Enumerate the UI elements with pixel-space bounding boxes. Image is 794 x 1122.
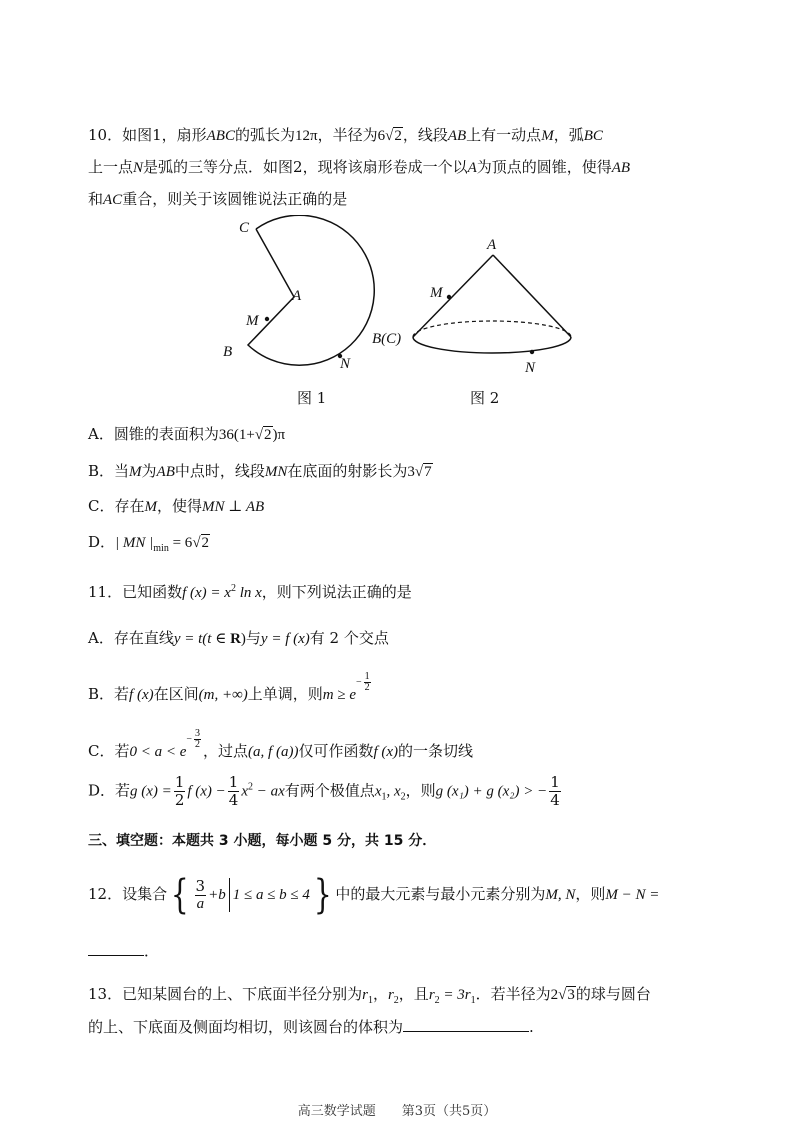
base-back-arc xyxy=(413,321,571,337)
section-3-heading: 三、填空题：本题共 3 小题，每小题 5 分，共 15 分． xyxy=(88,833,437,849)
q10-option-a: A．圆锥的表面积为36(1+√2)π xyxy=(88,425,286,443)
label-a: A xyxy=(487,237,497,253)
q13-line1: 13．已知某圆台的上、下底面半径分别为$r_1$，$r_2$，且$r_2 = 3r_1$．若半径为2√3的球与圆台 xyxy=(88,985,651,1006)
point-m xyxy=(447,295,451,299)
q11-option-d: D．若g (x) = $\frac{1}{2}$ f (x) − $\frac{1}{4}$ $x^2$ − ax有两个极值点$x_1$, $x_2$，则g (x₁) + g (x₂) > − $\frac{1}{4}$ xyxy=(88,773,560,809)
q10-line1: 10．如图1，扇形ABC的弧长为12π，半径为6√2，线段AB上有一动点M，弧BC xyxy=(88,126,603,144)
cone-left-edge xyxy=(413,255,493,337)
figure-1-sector xyxy=(215,215,395,380)
q11-option-a: A．存在直线y = t(t ∈ R)与y = f (x)有 2 个交点 xyxy=(88,629,389,647)
label-c: C xyxy=(239,220,250,236)
q11-stem: 11．已知函数f $(x) = x^2$ ln x，则下列说法正确的是 xyxy=(88,583,412,601)
label-n: N xyxy=(340,356,351,372)
q13-line2: 的上、下底面及侧面均相切，则该圆台的体积为 . xyxy=(88,1018,534,1036)
q12: 12．设集合{ $\frac{3}{a}$ +b 1 ≤ a ≤ b ≤ 4} 中的最大元素与最小元素分别为M, N，则M − N = xyxy=(88,872,660,918)
point-m xyxy=(265,317,269,321)
q10-line2: 上一点N是弧的三等分点．如图2，现将该扇形卷成一个以A为顶点的圆锥，使得AB xyxy=(88,158,631,176)
base-front-arc xyxy=(413,337,571,353)
figure-2-caption: 图 2 xyxy=(470,389,500,407)
q10-option-b: B．当M为AB中点时，线段MN在底面的射影长为3√7 xyxy=(88,462,432,480)
label-m: M xyxy=(430,285,443,301)
label-a: A xyxy=(292,288,302,304)
q11-option-c: C．若0 < a < e− $\frac{3}{2}$ ，过点(a, f (a))仅可作函数f (x)的一条切线 xyxy=(88,728,474,760)
sector-outline xyxy=(248,215,374,365)
q10-option-c: C．存在M，使得MN ⊥ AB xyxy=(88,497,265,515)
figure-1-caption: 图 1 xyxy=(297,389,327,407)
page-footer: 高三数学试题 第3页（共5页） xyxy=(297,1104,497,1119)
figure-2-cone xyxy=(370,233,585,378)
point-n xyxy=(530,350,534,354)
label-b: B xyxy=(223,344,233,360)
label-bc: B(C) xyxy=(372,331,402,347)
q13-blank[interactable] xyxy=(403,1029,529,1032)
q11-option-b: B．若f (x)在区间(m, +∞)上单调，则m ≥ e− $\frac{1}{2}$ xyxy=(88,671,370,703)
label-n: N xyxy=(525,360,536,376)
q12-answer-line[interactable]: ． xyxy=(88,940,159,961)
label-m: M xyxy=(246,313,259,329)
q10-line3: 和AC重合，则关于该圆锥说法正确的是 xyxy=(88,190,348,208)
q12-blank[interactable] xyxy=(88,953,144,956)
q10-option-d: D．| MN $|_{min} = 6√2$ xyxy=(88,533,210,554)
cone-right-edge xyxy=(493,255,571,337)
